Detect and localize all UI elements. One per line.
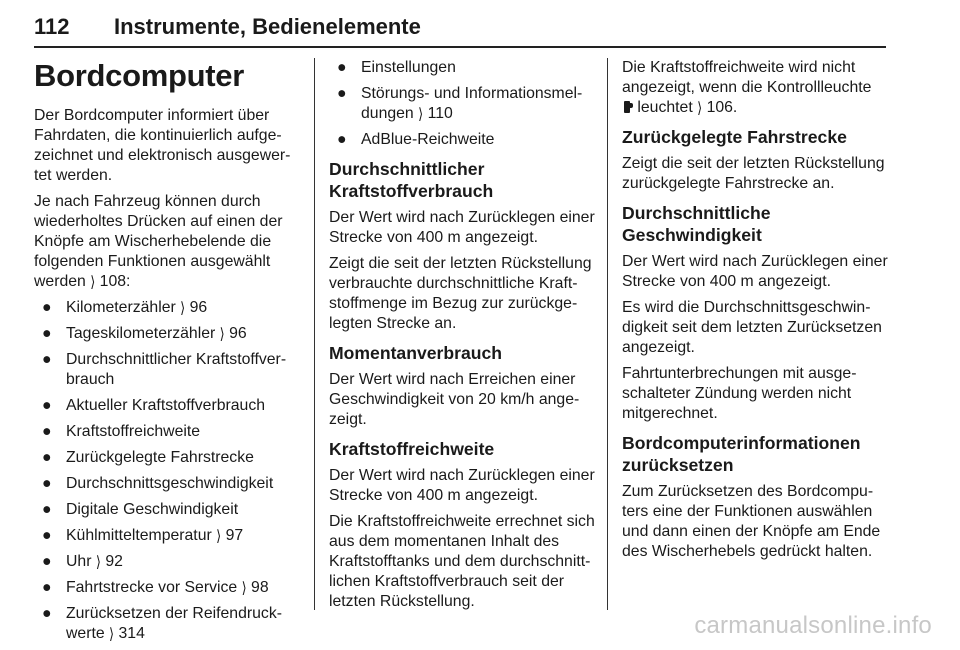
fuel-warning-lamp-icon (622, 100, 633, 114)
paragraph (34, 192, 302, 292)
paragraph: Zeigt die seit der letzten Rückstellung verbrauchte durchschnittliche Kraftstoffmenge im Bezug zur zurückgelegten Strecke an. (329, 255, 592, 332)
paragraph: Zum Zurücksetzen des Bordcomputers eine der Funktionen auswählen und dann einen der Knöpfe am Ende des Wischerhebels gedrückt halten. (622, 483, 881, 560)
page-reference: 96 (189, 299, 208, 316)
column-1 (34, 58, 302, 650)
list-item (34, 396, 302, 416)
list-item (329, 130, 597, 150)
list-item-text: Kühlmitteltemperatur (66, 527, 212, 544)
reference-arrow-icon: ⟩ (697, 98, 703, 117)
bullet-icon: ● (42, 351, 52, 368)
column-divider (607, 58, 608, 610)
list-item-text: Uhr (66, 553, 92, 570)
subsection-heading: Momentanverbrauch (329, 343, 503, 363)
bullet-icon: ● (42, 501, 52, 518)
bullet-icon: ● (42, 475, 52, 492)
reference-arrow-icon: ⟩ (241, 578, 247, 597)
paragraph: Die Kraftstoffreichweite errechnet sich aus dem momentanen Inhalt des Kraftstofftanks und dem durchschnittlichen Kraftstoffverbrauch seit der letzten Rückstellung. (329, 513, 595, 610)
bullet-icon: ● (337, 85, 347, 102)
bullet-icon: ● (42, 423, 52, 440)
bullet-icon: ● (42, 397, 52, 414)
paragraph-text: leuchtet (637, 99, 693, 116)
subsection-heading: Durchschnittliche Geschwindigkeit (622, 203, 771, 245)
list-item-text: Zurücksetzen der Reifendruckwerte (66, 605, 282, 642)
list-item-text: AdBlue-Reichweite (361, 131, 495, 148)
page-reference: 110 (427, 105, 453, 122)
list-item-text: Aktueller Kraftstoffverbrauch (66, 397, 266, 414)
list-item-text: Kilometerzähler (66, 299, 176, 316)
list-item-text: Einstellungen (361, 59, 456, 76)
list-item-text: Fahrtstrecke vor Service (66, 579, 238, 596)
paragraph: Der Wert wird nach Zurücklegen einer Strecke von 400 m angezeigt. (329, 467, 595, 504)
bullet-icon: ● (42, 579, 52, 596)
column-3 (622, 58, 888, 568)
list-item (34, 474, 302, 494)
bullet-icon: ● (337, 59, 347, 76)
watermark: carmanualsonline.info (694, 612, 932, 639)
paragraph (622, 58, 888, 118)
list-item (34, 298, 302, 318)
list-item (34, 500, 302, 520)
page-number: 112 (34, 14, 70, 39)
subsection-heading: Bordcomputerinformationen zurücksetzen (622, 433, 861, 475)
header-rule (34, 46, 886, 48)
page-header (34, 8, 886, 48)
subsection-heading: Kraftstoffreichweite (329, 439, 495, 459)
page-reference: 106. (706, 99, 738, 116)
paragraph: Der Wert wird nach Erreichen einer Geschwindigkeit von 20 km/h angezeigt. (329, 371, 580, 428)
paragraph-text: Je nach Fahrzeug können durch wiederholtes Drücken auf einen der Knöpfe am Wischerhebelende die folgenden Funktionen ausgewählt werden (34, 193, 283, 290)
bullet-icon: ● (42, 299, 52, 316)
list-item-text: Tageskilometerzähler (66, 325, 216, 342)
reference-arrow-icon: ⟩ (90, 272, 96, 291)
bullet-icon: ● (42, 527, 52, 544)
page-reference: 96 (229, 325, 247, 342)
list-item-text: Durchschnittlicher Kraftstoffverbrauch (66, 351, 287, 388)
page-reference: 97 (225, 527, 244, 544)
list-item (34, 422, 302, 442)
column-divider (314, 58, 315, 610)
list-item (329, 84, 597, 124)
list-item-text: Kraftstoffreichweite (66, 423, 201, 440)
list-item (329, 58, 597, 78)
reference-arrow-icon: ⟩ (109, 624, 115, 643)
reference-arrow-icon: ⟩ (418, 104, 424, 123)
bullet-icon: ● (42, 605, 52, 622)
function-list-continued (329, 58, 597, 150)
list-item-text: Durchschnittsgeschwindigkeit (66, 475, 274, 492)
bullet-icon: ● (337, 131, 347, 148)
reference-arrow-icon: ⟩ (180, 298, 186, 317)
subsection-heading: Durchschnittlicher Kraftstoffverbrauch (329, 159, 494, 201)
list-item (34, 578, 302, 598)
list-item-text: Störungs- und Informationsmeldungen (361, 85, 583, 122)
list-item (34, 552, 302, 572)
paragraph: Der Wert wird nach Zurücklegen einer Strecke von 400 m angezeigt. (622, 253, 888, 290)
page-reference: 314 (118, 625, 145, 642)
function-list (34, 298, 302, 644)
bullet-icon: ● (42, 449, 52, 466)
list-item (34, 448, 302, 468)
paragraph: Der Wert wird nach Zurücklegen einer Strecke von 400 m angezeigt. (329, 209, 595, 246)
paragraph: Es wird die Durchschnittsgeschwindigkeit seit dem letzten Zurücksetzen angezeigt. (622, 299, 882, 356)
column-2 (329, 58, 597, 618)
paragraph: Der Bordcomputer informiert über Fahrdaten, die kontinuierlich aufgezeichnet und elektronisch ausgewertet werden. (34, 107, 291, 184)
reference-arrow-icon: ⟩ (216, 526, 222, 545)
paragraph-text: Die Kraftstoffreichweite wird nicht angezeigt, wenn die Kontrollleuchte (622, 59, 872, 96)
running-head: Instrumente, Bedienelemente (114, 14, 421, 39)
page-reference: 92 (105, 553, 123, 570)
section-title: Bordcomputer (34, 58, 244, 93)
reference-arrow-icon: ⟩ (95, 552, 101, 571)
bullet-icon: ● (42, 325, 52, 342)
list-item (34, 324, 302, 344)
list-item (34, 526, 302, 546)
paragraph: Fahrtunterbrechungen mit ausgeschalteter Zündung werden nicht mitgerechnet. (622, 365, 857, 422)
page-reference: 98 (251, 579, 269, 596)
reference-arrow-icon: ⟩ (219, 324, 225, 343)
list-item-text: Zurückgelegte Fahrstrecke (66, 449, 254, 466)
list-item (34, 350, 302, 390)
paragraph: Zeigt die seit der letzten Rückstellung zurückgelegte Fahrstrecke an. (622, 155, 885, 192)
list-item (34, 604, 302, 644)
list-item-text: Digitale Geschwindigkeit (66, 501, 239, 518)
page-reference: 108: (99, 273, 131, 290)
subsection-heading: Zurückgelegte Fahrstrecke (622, 127, 847, 147)
bullet-icon: ● (42, 553, 52, 570)
